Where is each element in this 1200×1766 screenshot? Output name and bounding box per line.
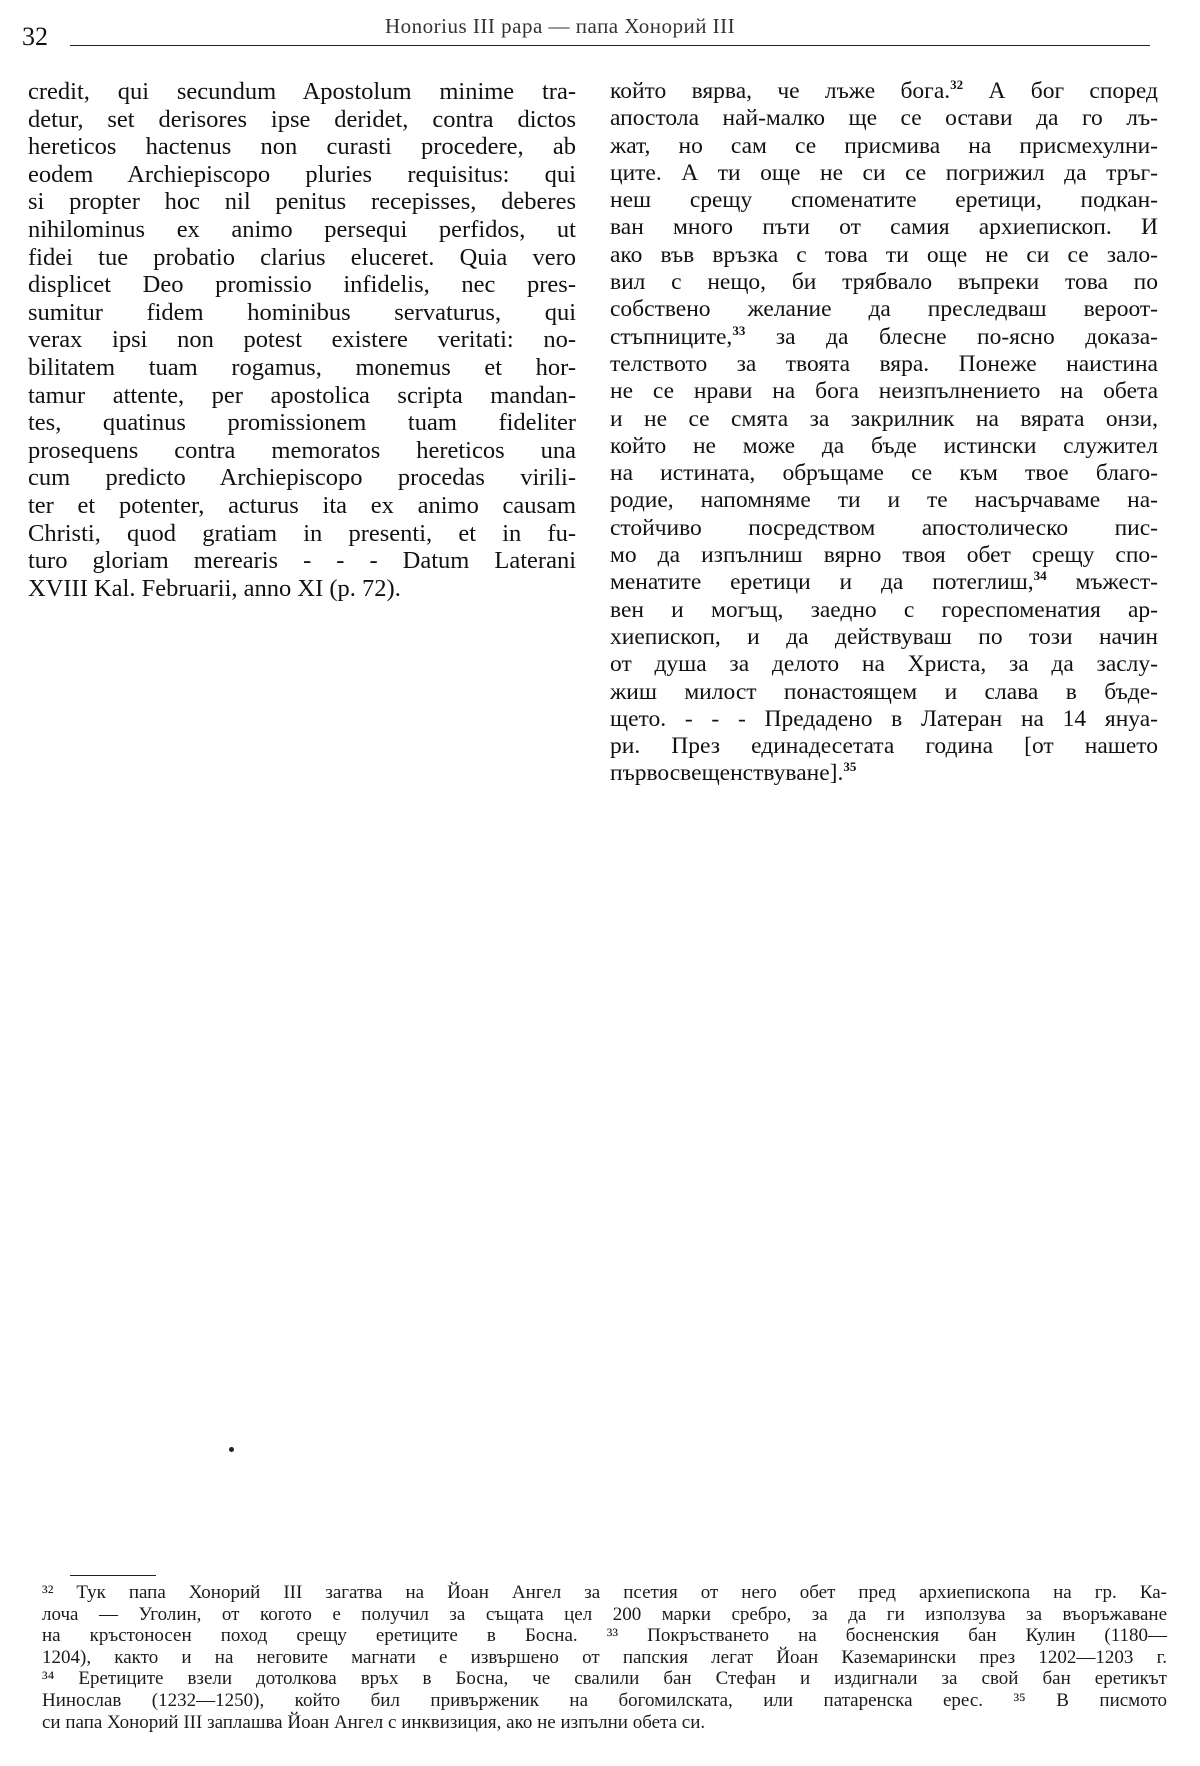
bulgarian-text-line <box>610 133 1158 160</box>
footnote-line: ³² Тук папа Хонорий III загатва на Йоан Ангел за псетия от него обет пред архиепископа на гр. Ка- <box>42 1582 1167 1603</box>
line-text: и не се смята за закрилник на вярата онзи, <box>610 405 1158 432</box>
footnote-marker: 35 <box>843 759 857 775</box>
bulgarian-text-line <box>610 214 1158 241</box>
line-text: ците. А ти още не си се погрижил да тръг- <box>610 159 1158 186</box>
line-text: собствено желание да преследваш вероот- <box>610 296 1158 323</box>
bulgarian-text-line <box>610 542 1158 569</box>
bulgarian-text-line <box>610 406 1158 433</box>
latin-text-line: bilitatem tuam rogamus, monemus et hor- <box>28 353 576 381</box>
bulgarian-text-line <box>610 760 1158 787</box>
latin-text-line: detur, set derisores ipse deridet, contra dictos <box>28 105 576 133</box>
line-text: на истината, обръщаме се към твое благо- <box>610 460 1158 487</box>
line-text: който вярва, че лъже бога. <box>610 78 951 104</box>
bulgarian-text-line <box>610 706 1158 733</box>
bulgarian-text-line <box>610 733 1158 760</box>
latin-text-line: tamur attente, per apostolica scripta mandan- <box>28 381 576 409</box>
bulgarian-text-line <box>610 105 1158 132</box>
line-text: който не може да бъде истински служител <box>610 432 1158 459</box>
line-text: апостола най-малко ще се остави да го лъ- <box>610 105 1158 132</box>
bulgarian-text-line <box>610 597 1158 624</box>
latin-text-line: turo gloriam merearis - - - Datum Laterani <box>28 547 576 575</box>
bulgarian-text-line <box>610 487 1158 514</box>
latin-text-line: prosequens contra memoratos hereticos una <box>28 436 576 464</box>
bulgarian-text-line <box>610 378 1158 405</box>
bulgarian-text-line <box>610 269 1158 296</box>
line-text: не се нрави на бога неизпълнението на обета <box>610 378 1158 405</box>
line-text-continued: А бог според <box>963 78 1158 104</box>
line-text: ван много пъти от самия архиепископ. И <box>610 214 1158 241</box>
bulgarian-text-line <box>610 433 1158 460</box>
footnote-line: лоча — Уголин, от когото е получил за същата цел 200 марки сребро, за да ги използува за въоръжаване <box>42 1603 1167 1625</box>
footnote-marker: 34 <box>1033 568 1047 584</box>
footnote-marker: 32 <box>950 77 964 93</box>
line-text-continued: мъжест- <box>1046 569 1158 596</box>
bulgarian-text-line <box>610 651 1158 678</box>
header-rule <box>70 45 1150 46</box>
footnote-line: 1204), както и на неговите магнати е извършено от папския легат Йоан Каземарински през 1202—1203 г. <box>42 1646 1167 1668</box>
latin-text-line: verax ipsi non potest existere veritati: no- <box>28 326 576 354</box>
line-text: вен и могъщ, заедно с гореспоменатия ар- <box>610 596 1158 623</box>
footnote-rule <box>70 1575 156 1576</box>
latin-text-line: XVIII Kal. Februarii, anno XI (p. 72). <box>28 574 401 602</box>
latin-text-line: Christi, quod gratiam in presenti, et in fu- <box>28 519 576 547</box>
line-text: щето. - - - Предадено в Латеран на 14 януа- <box>610 705 1158 732</box>
line-text: телството за твоята вяра. Понеже наистина <box>610 350 1158 377</box>
line-text: мо да изпълниш вярно твоя обет срещу спо- <box>610 542 1158 569</box>
footnote-marker: 33 <box>732 322 746 338</box>
latin-text-line: displicet Deo promissio infidelis, nec pres- <box>28 271 576 299</box>
latin-text-line: hereticos hactenus non curasti procedere, ab <box>28 133 576 161</box>
footnote-line: ³⁴ Еретиците взели дотолкова връх в Босна, че свалили бан Стефан и издигнали за свой бан еретикът <box>42 1668 1167 1690</box>
line-text: неш срещу споменатите еретици, подкан- <box>610 187 1158 214</box>
bulgarian-text-line <box>610 324 1158 351</box>
footnote-line: Нинослав (1232—1250), който бил привърженик на богомилската, или патаренска ерес. ³⁵ В писмото <box>42 1689 1167 1711</box>
line-text: ако във връзка с това ти още не си се зало- <box>610 241 1158 268</box>
bulgarian-text-line <box>610 569 1158 596</box>
bulgarian-text-line <box>610 460 1158 487</box>
bulgarian-text-line <box>610 351 1158 378</box>
latin-text-line: nihilominus ex animo persequi perfidos, ut <box>28 215 576 243</box>
running-head: Honorius III papa — папа Хонорий III <box>385 14 736 38</box>
bulgarian-text-line <box>610 679 1158 706</box>
line-text: родие, напомняме ти и те насърчаваме на- <box>610 487 1158 514</box>
bulgarian-text-line <box>610 78 1158 105</box>
latin-text-line: credit, qui secundum Apostolum minime tra- <box>28 78 576 105</box>
footnotes <box>42 1582 1167 1733</box>
bulgarian-text-line <box>610 296 1158 323</box>
bulgarian-text-line <box>610 187 1158 214</box>
bulgarian-text-line <box>610 515 1158 542</box>
line-text: хиепископ, и да действуваш по този начин <box>610 623 1158 650</box>
line-text: вил с нещо, би трябвало въпреки това по <box>610 269 1158 296</box>
bulgarian-column <box>610 78 1158 788</box>
latin-text-line: sumitur fidem hominibus servaturus, qui <box>28 298 576 326</box>
line-text: ри. През единадесетата година [от нашето <box>610 733 1158 760</box>
footnote-line: си папа Хонорий III заплашва Йоан Ангел с инквизиция, ако не изпълни обета си. <box>42 1711 706 1733</box>
footnote-line: на кръстоносен поход срещу еретиците в Босна. ³³ Покръстването на босненския бан Кулин (1180— <box>42 1625 1167 1647</box>
latin-text-line: ter et potenter, acturus ita ex animo causam <box>28 491 576 519</box>
line-text-continued: за да блесне по-ясно доказа- <box>745 323 1158 350</box>
line-text: първосвещенствуване]. <box>610 760 844 787</box>
stray-dot <box>229 1447 234 1452</box>
bulgarian-text-line <box>610 242 1158 269</box>
line-text: стойчиво посредством апостолическо пис- <box>610 514 1158 541</box>
bulgarian-text-line <box>610 624 1158 651</box>
line-text: стъпниците, <box>610 323 733 350</box>
latin-column <box>28 78 576 602</box>
line-text: от душа за делото на Христа, за да заслу- <box>610 651 1158 678</box>
page-number: 32 <box>22 22 48 51</box>
latin-text-line: fidei tue probatio clarius eluceret. Quia vero <box>28 243 576 271</box>
bulgarian-text-line <box>610 160 1158 187</box>
line-text: жиш милост понастоящем и слава в бъде- <box>610 678 1158 705</box>
line-text: менатите еретици и да потеглиш, <box>610 569 1034 596</box>
latin-text-line: eodem Archiepiscopo pluries requisitus: qui <box>28 160 576 188</box>
latin-text-line: si propter hoc nil penitus recepisses, deberes <box>28 188 576 216</box>
line-text: жат, но сам се присмива на присмехулни- <box>610 132 1158 159</box>
latin-text-line: tes, quatinus promissionem tuam fideliter <box>28 409 576 437</box>
latin-text-line: cum predicto Archiepiscopo procedas virili- <box>28 464 576 492</box>
